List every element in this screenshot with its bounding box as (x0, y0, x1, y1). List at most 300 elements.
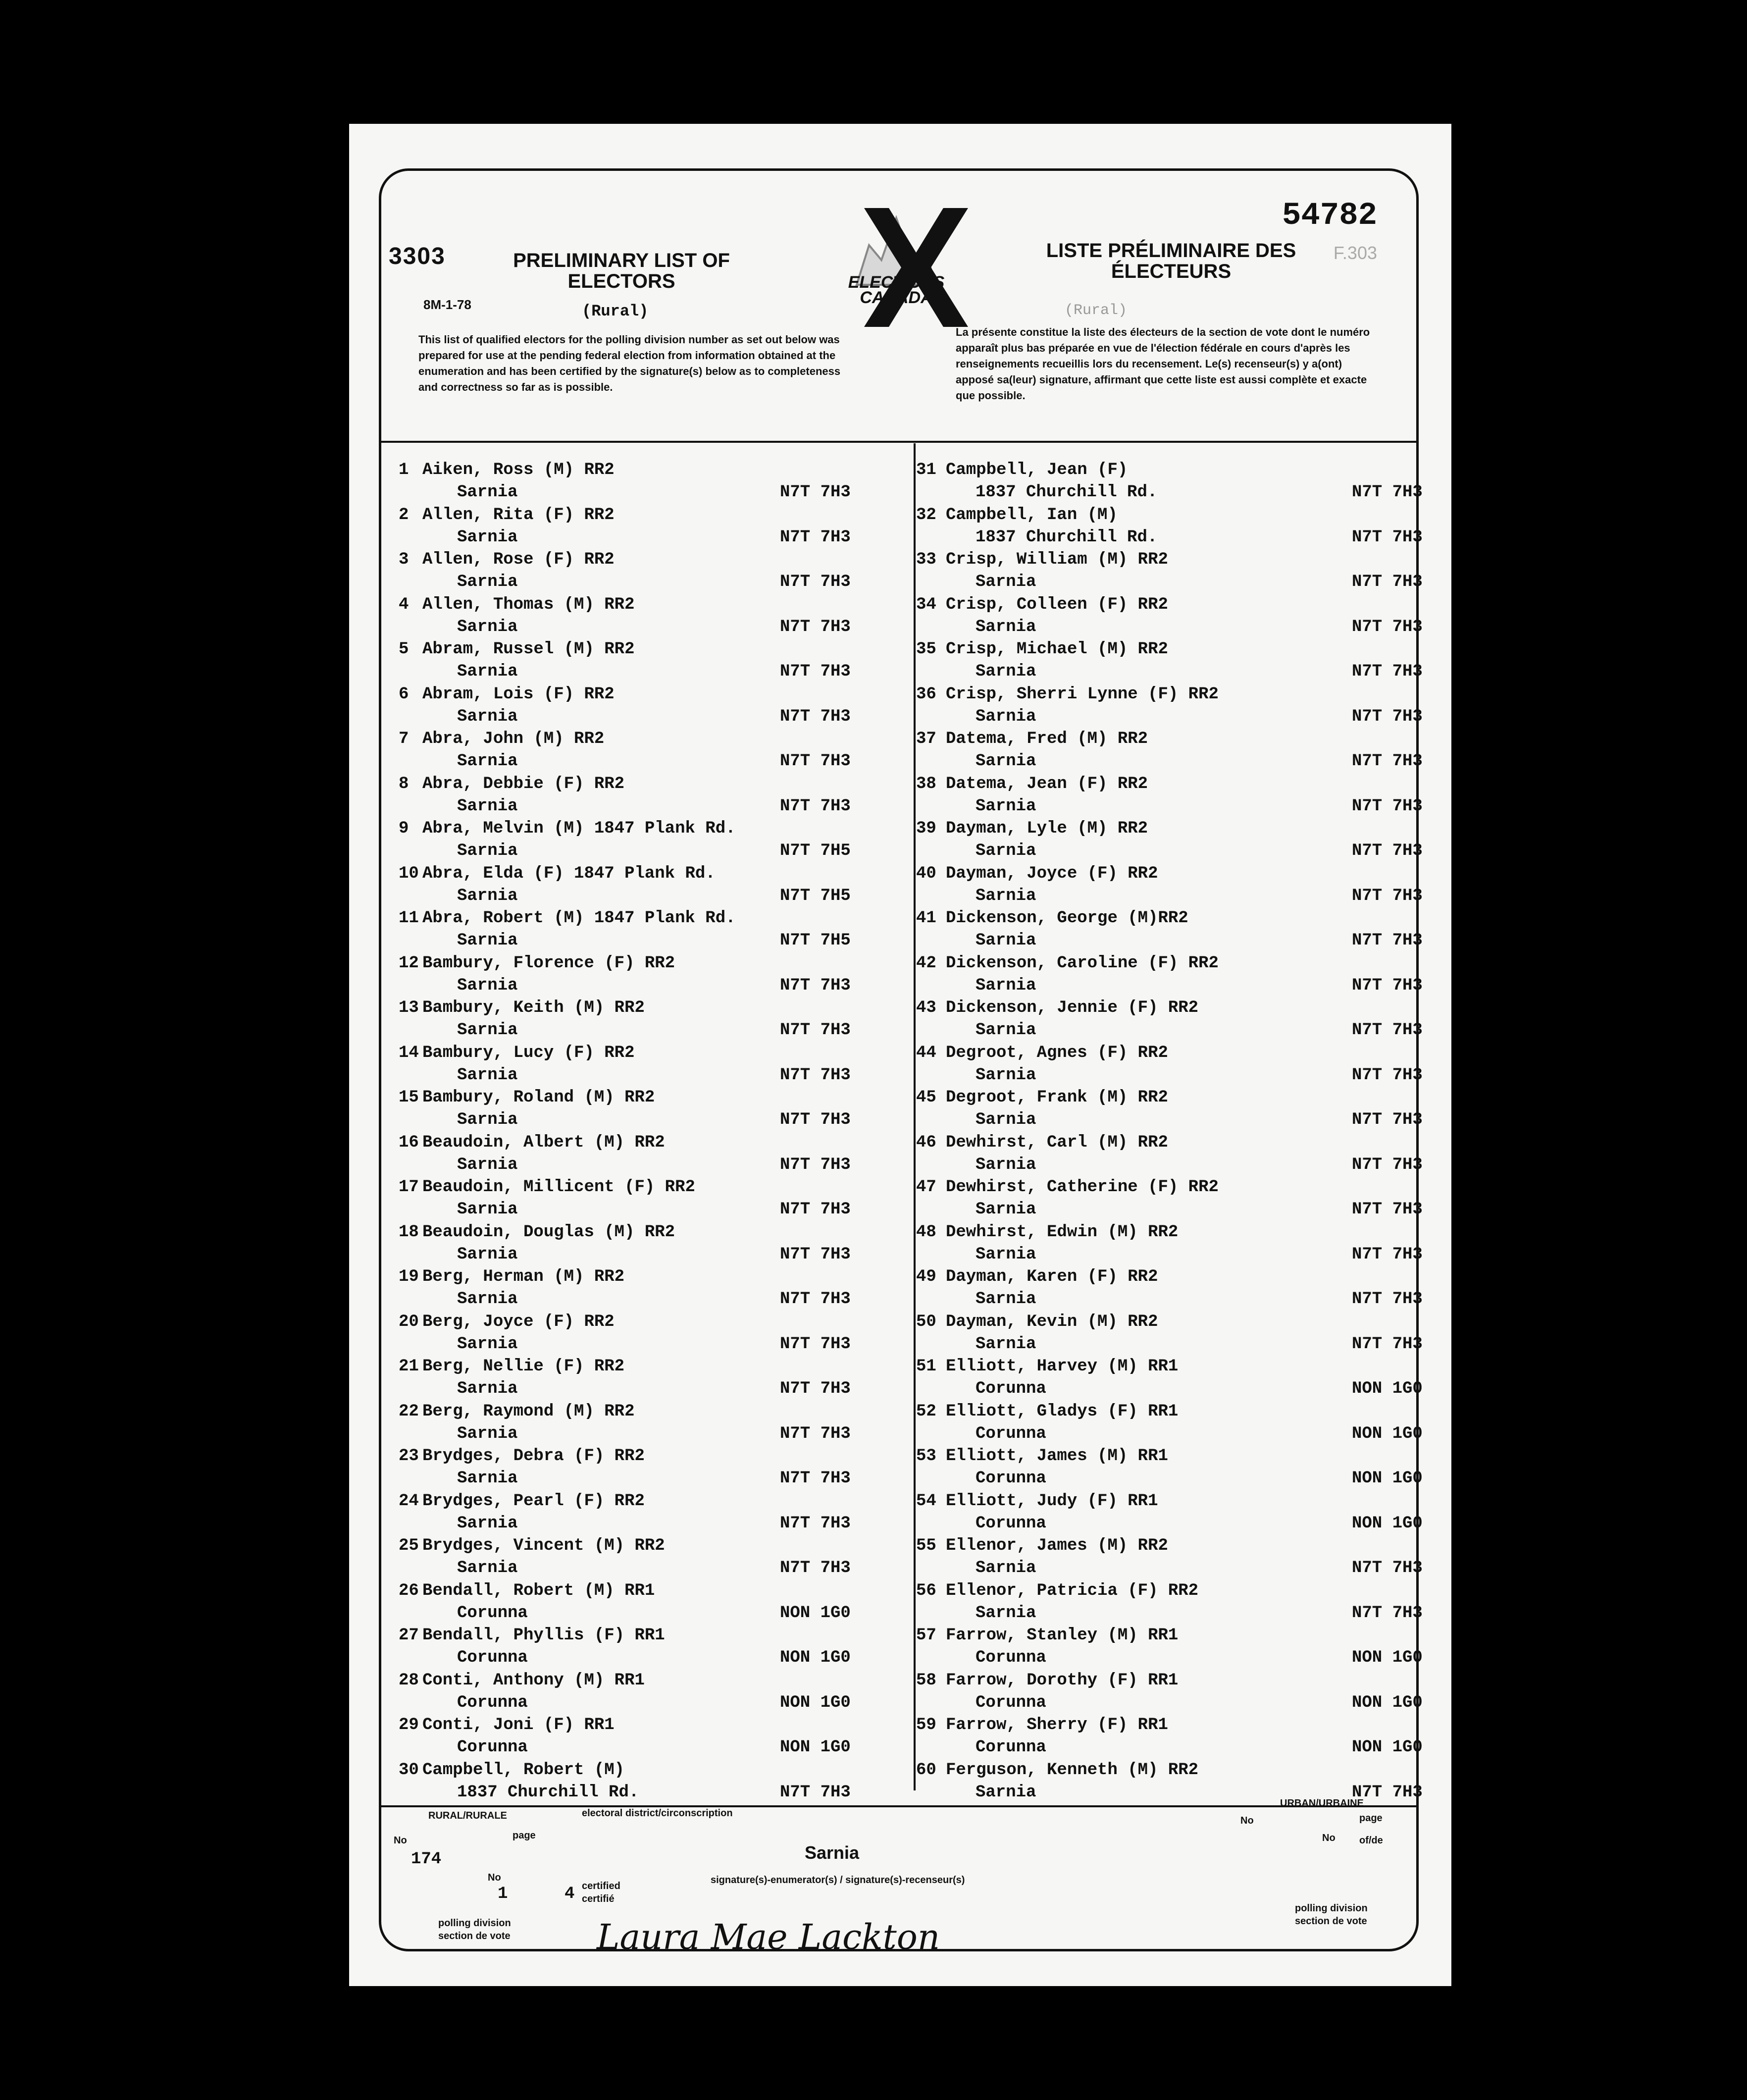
page-number: 1 (498, 1885, 508, 1903)
elector-postal-code: N7T 7H3 (780, 1110, 851, 1129)
elector-name: Berg, Joyce (F) RR2 (422, 1312, 615, 1331)
elector-entry (399, 954, 914, 999)
elector-name: Campbell, Ian (M) (946, 505, 1118, 525)
elector-name: Berg, Raymond (M) RR2 (422, 1402, 635, 1421)
urban-page-no-label: No (1322, 1833, 1336, 1843)
elector-name: Abram, Lois (F) RR2 (422, 684, 615, 704)
elector-name: Dayman, Kevin (M) RR2 (946, 1312, 1158, 1331)
elector-number: 58 (916, 1671, 936, 1690)
elector-postal-code: N7T 7H3 (1352, 1200, 1423, 1219)
elector-postal-code: N7T 7H3 (1352, 1334, 1423, 1354)
elector-address: Corunna (976, 1693, 1046, 1712)
elector-number: 37 (916, 730, 936, 748)
elector-postal-code: N7T 7H3 (1352, 483, 1423, 502)
elector-name: Brydges, Debra (F) RR2 (422, 1447, 645, 1466)
elector-address: Sarnia (976, 841, 1036, 860)
elector-entry (399, 1716, 914, 1761)
elector-postal-code: N7T 7H3 (780, 1469, 851, 1488)
elector-address: 1837 Churchill Rd. (457, 1783, 639, 1802)
urban-of-label: of/de (1359, 1835, 1383, 1846)
elector-entry (399, 864, 914, 909)
elector-entry (399, 1223, 914, 1268)
elector-entry (399, 1044, 914, 1089)
elector-entry (399, 819, 914, 864)
elector-postal-code: N7T 7H3 (780, 1155, 851, 1174)
elector-entry (399, 1671, 914, 1716)
elector-number: 45 (916, 1088, 936, 1107)
elector-name: Dickenson, Caroline (F) RR2 (946, 953, 1219, 973)
elector-number: 41 (916, 909, 936, 928)
elector-number: 59 (916, 1716, 936, 1734)
elector-postal-code: N7T 7H3 (780, 1783, 851, 1802)
elector-postal-code: N7T 7H3 (780, 617, 851, 636)
elector-entry (899, 1536, 1423, 1581)
elector-entry (399, 1536, 914, 1581)
electors-column-left (399, 461, 914, 1805)
elector-number: 24 (399, 1491, 419, 1511)
elector-name: Dewhirst, Catherine (F) RR2 (946, 1178, 1219, 1197)
elector-address: Sarnia (457, 841, 518, 860)
elector-entry (899, 1043, 1423, 1089)
elector-postal-code: N7T 7H3 (1352, 617, 1423, 636)
elector-name: Berg, Herman (M) RR2 (422, 1267, 625, 1286)
elector-entry (399, 1626, 914, 1671)
elector-entry (399, 550, 914, 595)
elector-postal-code: N7T 7H3 (1352, 573, 1423, 591)
elector-postal-code: N7T 7H3 (1352, 886, 1423, 905)
elector-name: Aiken, Ross (M) RR2 (422, 461, 615, 479)
elector-entry (899, 1581, 1423, 1627)
elector-name: Brydges, Vincent (M) RR2 (422, 1536, 665, 1555)
elector-number: 44 (916, 1043, 936, 1062)
elector-number: 1 (399, 461, 409, 479)
elector-number: 60 (916, 1760, 936, 1780)
elector-address: Sarnia (457, 617, 518, 636)
elector-entry (899, 1267, 1423, 1312)
elector-entry (899, 730, 1423, 775)
elector-name: Beaudoin, Albert (M) RR2 (422, 1133, 665, 1152)
urban-no-label: No (1240, 1815, 1254, 1826)
elector-entry (899, 1402, 1423, 1447)
elector-entry (399, 998, 914, 1044)
elector-address: Corunna (457, 1648, 528, 1667)
elector-number: 26 (399, 1581, 419, 1600)
elector-number: 35 (916, 640, 936, 659)
elector-address: Sarnia (976, 976, 1036, 995)
elector-name: Crisp, Sherri Lynne (F) RR2 (946, 684, 1219, 704)
signature-text: Laura Mae Lackton (597, 1917, 940, 1957)
elector-postal-code: NON 1G0 (1352, 1514, 1423, 1533)
elector-postal-code: NON 1G0 (1352, 1648, 1423, 1667)
elector-address: Sarnia (457, 1290, 518, 1309)
elector-address: Sarnia (457, 1469, 518, 1488)
elector-name: Dayman, Karen (F) RR2 (946, 1267, 1158, 1286)
elector-postal-code: N7T 7H3 (1352, 752, 1423, 771)
elector-entry (399, 685, 914, 730)
elector-address: Corunna (976, 1469, 1046, 1488)
elector-name: Campbell, Jean (F) (946, 461, 1128, 479)
elector-name: Dewhirst, Edwin (M) RR2 (946, 1222, 1179, 1242)
elector-entry (899, 1447, 1423, 1492)
elector-name: Datema, Jean (F) RR2 (946, 774, 1148, 793)
elector-name: Conti, Joni (F) RR1 (422, 1716, 615, 1734)
elector-postal-code: N7T 7H3 (780, 1290, 851, 1309)
elector-address: Sarnia (457, 1110, 518, 1129)
elector-number: 13 (399, 998, 419, 1017)
elector-entry (399, 461, 914, 506)
logo-text: ELECTIONS CANADA (848, 273, 945, 307)
elector-postal-code: N7T 7H5 (780, 886, 851, 905)
elector-number: 48 (916, 1222, 936, 1242)
title-english-sub: (Rural) (582, 302, 649, 320)
elector-postal-code: N7T 7H3 (780, 976, 851, 995)
elector-name: Conti, Anthony (M) RR1 (422, 1671, 645, 1690)
elector-postal-code: N7T 7H3 (780, 752, 851, 771)
elector-name: Dickenson, George (M)RR2 (946, 909, 1188, 928)
elector-address: Sarnia (457, 1424, 518, 1443)
elector-postal-code: N7T 7H3 (780, 483, 851, 502)
footer-divider (379, 1805, 1419, 1807)
elector-address: Corunna (976, 1738, 1046, 1757)
elector-name: Allen, Rose (F) RR2 (422, 550, 615, 569)
elector-entry (899, 1626, 1423, 1671)
elector-name: Elliott, James (M) RR1 (946, 1447, 1168, 1466)
elector-number: 40 (916, 864, 936, 883)
elector-entry (399, 1447, 914, 1492)
elector-entry (899, 595, 1423, 640)
urban-label: URBAN/URBAINE (1280, 1798, 1364, 1809)
elector-postal-code: N7T 7H3 (1352, 1603, 1423, 1623)
elector-address: Sarnia (457, 573, 518, 591)
elector-address: Sarnia (976, 796, 1036, 816)
elector-address: Sarnia (457, 752, 518, 771)
elector-entry (399, 1312, 914, 1358)
elector-address: Sarnia (976, 931, 1036, 950)
elector-postal-code: N7T 7H3 (1352, 841, 1423, 860)
page-no-label: No (488, 1872, 501, 1883)
elector-entry (399, 1492, 914, 1537)
elector-postal-code: NON 1G0 (1352, 1469, 1423, 1488)
elector-number: 52 (916, 1402, 936, 1421)
elector-address: Corunna (457, 1738, 528, 1757)
elector-name: Dayman, Lyle (M) RR2 (946, 819, 1148, 838)
elector-number: 23 (399, 1447, 419, 1466)
elector-number: 49 (916, 1267, 936, 1286)
title-french-sub: (Rural) (1065, 302, 1128, 319)
elector-name: Allen, Rita (F) RR2 (422, 505, 615, 525)
elector-address: Sarnia (457, 1559, 518, 1577)
elector-postal-code: N7T 7H3 (1352, 931, 1423, 950)
elector-name: Bendall, Phyllis (F) RR1 (422, 1626, 665, 1645)
elector-postal-code: NON 1G0 (1352, 1424, 1423, 1443)
elector-postal-code: N7T 7H5 (780, 931, 851, 950)
elector-entry (899, 998, 1423, 1044)
elector-number: 32 (916, 505, 936, 525)
serial-number: 54782 (1282, 198, 1377, 234)
rural-label: RURAL/RURALE (428, 1810, 507, 1821)
elector-address: Sarnia (976, 1200, 1036, 1219)
elector-number: 36 (916, 684, 936, 704)
elector-address: 1837 Churchill Rd. (976, 483, 1158, 502)
elector-entry (399, 1088, 914, 1133)
form-revision: 8M-1-78 (423, 297, 471, 312)
elector-number: 11 (399, 909, 419, 928)
elector-number: 31 (916, 461, 936, 479)
electors-list-sheet (349, 124, 1451, 1986)
elector-entry (899, 505, 1423, 551)
elector-address: Sarnia (457, 1514, 518, 1533)
elector-number: 29 (399, 1716, 419, 1734)
polling-division-number: 174 (411, 1850, 442, 1869)
signature-label: signature(s)-enumerator(s) / signature(s)-recenseur(s) (711, 1875, 965, 1886)
elector-address: Sarnia (976, 752, 1036, 771)
elector-name: Abra, Melvin (M) 1847 Plank Rd. (422, 819, 736, 838)
elector-entry (899, 1671, 1423, 1716)
elector-address: Sarnia (976, 1783, 1036, 1802)
elector-entry (899, 864, 1423, 909)
title-french: LISTE PRÉLIMINAIRE DES ÉLECTEURS (1046, 240, 1296, 282)
elector-name: Beaudoin, Douglas (M) RR2 (422, 1222, 675, 1242)
elector-name: Bambury, Roland (M) RR2 (422, 1088, 655, 1107)
elector-entry (399, 909, 914, 954)
elector-number: 54 (916, 1491, 936, 1511)
elector-address: Sarnia (457, 931, 518, 950)
elector-entry (399, 595, 914, 640)
elector-address: Sarnia (457, 1155, 518, 1174)
elector-name: Ellenor, James (M) RR2 (946, 1536, 1168, 1555)
elector-entry (899, 1491, 1423, 1537)
header-divider (379, 441, 1419, 443)
elector-name: Elliott, Harvey (M) RR1 (946, 1357, 1179, 1376)
elector-name: Abram, Russel (M) RR2 (422, 640, 635, 659)
elector-name: Bendall, Robert (M) RR1 (422, 1581, 655, 1600)
elector-number: 50 (916, 1312, 936, 1331)
notice-english: This list of qualified electors for the polling division number as set out below was prepared for use at the pending federal election from information obtained at the enumeration and has been certified by the signature(s) below as to completeness and correctness so far as is possible. (418, 333, 841, 393)
electors-column-right (899, 461, 1423, 1805)
notice-french: La présente constitue la liste des électeurs de la section de vote dont le numéro apparaît plus bas préparée en vue de l'élection fédérale en cours d'après les renseignements recueillis lors du recensement. Le(s) recenseur(s) y a(ont) apposé sa(leur) signature, affirmant que cette liste est aussi complète et exacte que possible. (956, 326, 1370, 402)
elector-postal-code: N7T 7H3 (1352, 707, 1423, 726)
elector-postal-code: N7T 7H5 (780, 841, 851, 860)
elector-address: Sarnia (976, 573, 1036, 591)
elector-number: 43 (916, 998, 936, 1017)
elector-number: 7 (399, 730, 409, 748)
elector-postal-code: N7T 7H3 (1352, 1559, 1423, 1577)
elector-entry (399, 1761, 914, 1806)
elector-entry (399, 1357, 914, 1402)
elector-address: Sarnia (457, 707, 518, 726)
elector-name: Dayman, Joyce (F) RR2 (946, 864, 1158, 883)
elector-entry (899, 1088, 1423, 1133)
elector-name: Berg, Nellie (F) RR2 (422, 1357, 625, 1376)
elector-postal-code: NON 1G0 (780, 1693, 851, 1712)
elector-number: 38 (916, 774, 936, 793)
elector-name: Abra, Robert (M) 1847 Plank Rd. (422, 909, 736, 928)
elector-postal-code: N7T 7H3 (780, 573, 851, 591)
elector-address: Corunna (457, 1603, 528, 1623)
elector-address: Sarnia (976, 1065, 1036, 1085)
elector-address: Sarnia (457, 662, 518, 681)
elector-entry (399, 730, 914, 775)
page-label: page (513, 1830, 536, 1841)
elector-address: Sarnia (976, 707, 1036, 726)
elector-name: Allen, Thomas (M) RR2 (422, 595, 635, 614)
elector-address: Sarnia (457, 976, 518, 995)
elector-number: 30 (399, 1760, 419, 1780)
elections-canada-logo-icon (810, 198, 983, 337)
elector-number: 33 (916, 550, 936, 569)
elector-number: 4 (399, 595, 409, 614)
elector-address: Sarnia (976, 1334, 1036, 1354)
elector-name: Bambury, Keith (M) RR2 (422, 998, 645, 1017)
elector-address: 1837 Churchill Rd. (976, 527, 1158, 547)
elector-number: 42 (916, 953, 936, 973)
elector-postal-code: N7T 7H3 (780, 1379, 851, 1398)
elector-number: 12 (399, 953, 419, 973)
elector-postal-code: NON 1G0 (1352, 1738, 1423, 1757)
elector-number: 8 (399, 774, 409, 793)
elector-postal-code: NON 1G0 (1352, 1693, 1423, 1712)
elector-address: Sarnia (976, 1155, 1036, 1174)
elector-postal-code: NON 1G0 (780, 1603, 851, 1623)
elector-entry (399, 506, 914, 551)
elector-name: Farrow, Stanley (M) RR1 (946, 1626, 1179, 1645)
elector-entry (399, 1133, 914, 1178)
elector-address: Sarnia (976, 1559, 1036, 1577)
elector-entry (399, 1402, 914, 1447)
elector-address: Sarnia (457, 886, 518, 905)
elector-postal-code: N7T 7H3 (1352, 1783, 1423, 1802)
elector-name: Degroot, Agnes (F) RR2 (946, 1043, 1168, 1062)
elector-entry (899, 550, 1423, 595)
title-english: PRELIMINARY LIST OF ELECTORS (513, 250, 730, 292)
elector-number: 19 (399, 1267, 419, 1286)
elector-entry (399, 1581, 914, 1627)
elector-name: Bambury, Lucy (F) RR2 (422, 1043, 635, 1062)
elector-postal-code: N7T 7H3 (780, 1245, 851, 1264)
elector-address: Sarnia (457, 1065, 518, 1085)
elector-name: Beaudoin, Millicent (F) RR2 (422, 1178, 695, 1197)
elector-name: Abra, John (M) RR2 (422, 730, 605, 748)
elector-address: Sarnia (976, 1290, 1036, 1309)
elector-number: 14 (399, 1043, 419, 1062)
elector-address: Sarnia (457, 1021, 518, 1040)
elector-entry (899, 684, 1423, 730)
elector-number: 5 (399, 640, 409, 659)
elector-name: Degroot, Frank (M) RR2 (946, 1088, 1168, 1107)
elector-name: Dickenson, Jennie (F) RR2 (946, 998, 1199, 1017)
elector-number: 18 (399, 1222, 419, 1242)
elector-entry (899, 819, 1423, 864)
elector-number: 57 (916, 1626, 936, 1645)
elector-address: Sarnia (976, 1245, 1036, 1264)
elector-entry (399, 1267, 914, 1312)
elector-address: Sarnia (457, 796, 518, 816)
elector-postal-code: N7T 7H3 (780, 1514, 851, 1533)
elector-address: Sarnia (457, 483, 518, 502)
elector-name: Bambury, Florence (F) RR2 (422, 953, 675, 973)
elector-address: Sarnia (976, 617, 1036, 636)
elector-postal-code: N7T 7H3 (780, 662, 851, 681)
elector-address: Sarnia (457, 527, 518, 547)
elector-name: Datema, Fred (M) RR2 (946, 730, 1148, 748)
elector-address: Sarnia (976, 1021, 1036, 1040)
elector-entry (899, 640, 1423, 685)
elector-number: 46 (916, 1133, 936, 1152)
elector-address: Sarnia (457, 1245, 518, 1264)
form-number: 3303 (389, 243, 446, 269)
elector-postal-code: N7T 7H3 (1352, 1290, 1423, 1309)
district-label: electoral district/circonscription (582, 1808, 733, 1819)
elector-entry (899, 1716, 1423, 1761)
elector-entry (899, 1312, 1423, 1358)
elector-postal-code: N7T 7H3 (1352, 1155, 1423, 1174)
elector-address: Corunna (457, 1693, 528, 1712)
elector-address: Corunna (976, 1514, 1046, 1533)
elector-postal-code: N7T 7H3 (1352, 976, 1423, 995)
elector-postal-code: N7T 7H3 (1352, 796, 1423, 816)
elector-number: 2 (399, 505, 409, 525)
elector-postal-code: N7T 7H3 (780, 1334, 851, 1354)
form-number-fr: F.303 (1333, 243, 1377, 263)
elector-entry (399, 640, 914, 685)
elector-postal-code: N7T 7H3 (1352, 662, 1423, 681)
elector-number: 53 (916, 1447, 936, 1466)
elector-name: Abra, Elda (F) 1847 Plank Rd. (422, 864, 716, 883)
elector-postal-code: N7T 7H3 (780, 1065, 851, 1085)
elector-number: 3 (399, 550, 409, 569)
elector-number: 27 (399, 1626, 419, 1645)
elector-address: Corunna (976, 1379, 1046, 1398)
elector-name: Dewhirst, Carl (M) RR2 (946, 1133, 1168, 1152)
elector-name: Farrow, Sherry (F) RR1 (946, 1716, 1168, 1734)
elector-number: 28 (399, 1671, 419, 1690)
elector-entry (399, 775, 914, 820)
elector-number: 6 (399, 684, 409, 704)
elector-postal-code: NON 1G0 (780, 1738, 851, 1757)
elector-name: Abra, Debbie (F) RR2 (422, 774, 625, 793)
district-value: Sarnia (805, 1842, 860, 1863)
elector-number: 20 (399, 1312, 419, 1331)
elector-address: Sarnia (457, 1379, 518, 1398)
elector-address: Sarnia (976, 886, 1036, 905)
enumerator-signature (592, 1902, 968, 1971)
elector-address: Sarnia (976, 662, 1036, 681)
elector-entry (899, 1133, 1423, 1178)
elector-postal-code: N7T 7H3 (1352, 527, 1423, 547)
elector-number: 16 (399, 1133, 419, 1152)
elector-postal-code: N7T 7H3 (780, 527, 851, 547)
elector-name: Crisp, Michael (M) RR2 (946, 640, 1168, 659)
elector-entry (899, 1178, 1423, 1223)
elector-postal-code: N7T 7H3 (1352, 1065, 1423, 1085)
elector-name: Brydges, Pearl (F) RR2 (422, 1491, 645, 1511)
elector-postal-code: NON 1G0 (1352, 1379, 1423, 1398)
elector-address: Corunna (976, 1424, 1046, 1443)
elector-address: Sarnia (976, 1603, 1036, 1623)
polling-division-no-label: No (394, 1835, 407, 1846)
elector-number: 25 (399, 1536, 419, 1555)
elector-postal-code: N7T 7H3 (780, 707, 851, 726)
elector-name: Crisp, William (M) RR2 (946, 550, 1168, 569)
elector-address: Corunna (976, 1648, 1046, 1667)
elector-name: Campbell, Robert (M) (422, 1760, 625, 1780)
elector-address: Sarnia (457, 1334, 518, 1354)
elector-entry (899, 953, 1423, 999)
elector-name: Elliott, Judy (F) RR1 (946, 1491, 1158, 1511)
elector-number: 56 (916, 1581, 936, 1600)
elector-entry (899, 1357, 1423, 1402)
elector-number: 34 (916, 595, 936, 614)
